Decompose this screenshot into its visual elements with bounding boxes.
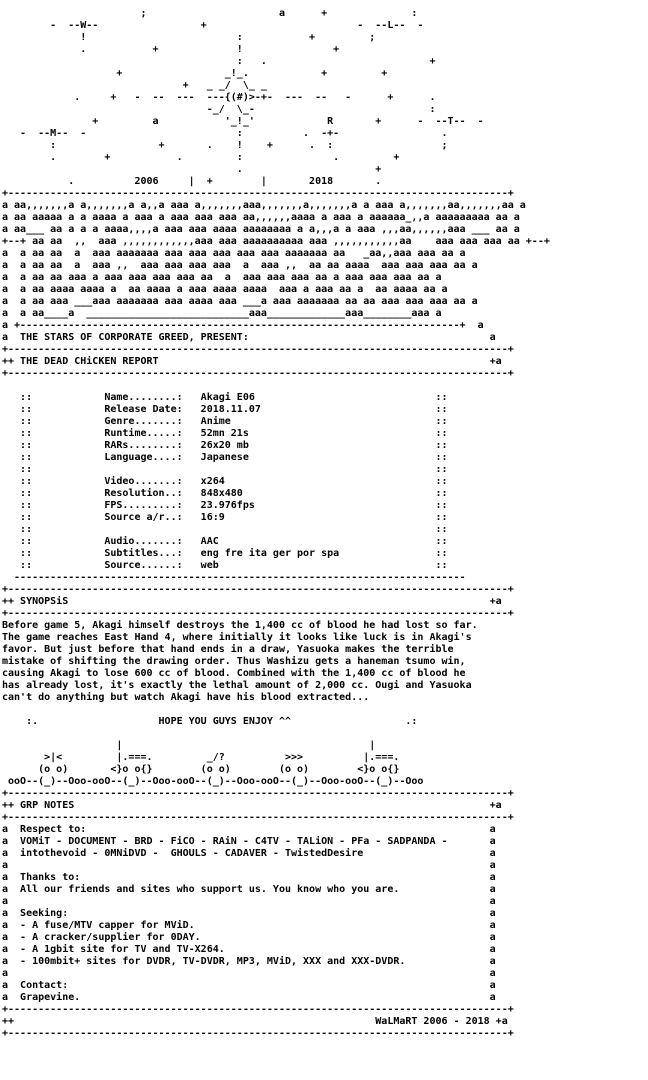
owls-ascii-art: | | >|< |.===. _/? >>> |.===. (o o) <}o o{} (o o) (o o) <}o o{} ooO--(_)--Ooo-ooO--(_)--Ooo-ooO--(_)--Ooo-ooO--(_)--Ooo-ooO--(_)--Ooo <box>8 740 424 787</box>
grp-notes-header: +-----------------------------------------------------------------------------------+ ++ GRP NOTES +a +-----------------------------------------------------------------------------------+ <box>2 788 514 823</box>
grp-notes-text: a Respect to: a a VOMiT - DOCUMENT - BRD - FiCO - RAiN - C4TV - TALiON - PFa - SADPANDA - a a intothevoid - 0MNiDVD - GHOULS - CADAVER - TwistedDesire a a a a Thanks to: a a All our friends and sites who support us. You know who you are. a a a a Seeking: a a - A fuse/MTV capper for MViD. a a - A cracker/supplier for 0DAY. a a - A 1gbit site for TV and TV-X264. a a - 100mbit+ sites for DVDR, TV-DVDR, MP3, MViD, XXX and XXX-DVDR. a a a a Contact: a a Grapevine. a +-----------------------------------------------------------------------------------+ ++ WaLMaRT 2006 - 2018 +a +-----------------------------------------------------------------------------------+ <box>2 824 514 1039</box>
synopsis-text: Before game 5, Akagi himself destroys the 1,400 cc of blood he had lost so far. The game reaches East Hand 4, where initially it looks like luck is in Akagi's favor. But just before that hand ends in a draw, Yasuoka makes the terrible mistake of shifting the drawing order. Thus Washizu gets a haneman tsumo win, causing Akagi to lose 600 cc of blood. Combined with the 1,400 cc of blood he has already lost, it's exactly the lethal amount of 2,000 cc. Ougi and Yasuoka can't do anything but watch Akagi have his blood extracted... <box>2 620 478 703</box>
enjoy-line: :. HOPE YOU GUYS ENJOY ^^ .: <box>2 716 418 727</box>
synopsis-header: +-----------------------------------------------------------------------------------+ ++ SYNOPSiS +a +-----------------------------------------------------------------------------------+ <box>2 584 514 619</box>
banner-ascii-art: +-----------------------------------------------------------------------------------+ a aa,,,,,,,a a,,,,,,,a a,,a aaa a,,,,,,,aaa,,,,,,,a,,,,,,,a a aaa a,,,,,,,aa,,,,,,,aa a a aa aaaaa a a aaaa a aaa a aaa aaa aaa aa,,,,,,aaaa a aaa a aaaaaa_,,a aaaaaaaaa aa a a aa___ aa a a a aaaa,,,,a aaa aaa aaaa aaaaaaaa a a,,,a a aaa ,,,aa,,,,,,aaa ___ aa a +--+ aa aa ,, aaa ,,,,,,,,,,,,aaa aaa aaaaaaaaaa aaa ,,,,,,,,,,,aa aaa aaa aaa aa +--+ a a aa aa a aaa aaaaaaa aaa aaa aaa aaa aaa aaaaaaa aa _aa,,aaa aaa aa a a a aa aa a aaa ,, aaa aaa aaa aaa a aaa ,, aa aa aaaa aaa aaa aaa aa a a a aa aa aaa a aaa aaa aaa aaa aa a aaa aaa aaa aa a aaa aaa aaa aa a a a aa aaaa aaaa a aa aaaa a aaa aaaa aaaa aaa a aaa aa a aa aaaa aa a a a aa aaa ___aaa aaaaaaa aaa aaaa aaa ___a aaa aaaaaaa aa aa aaa aaa aaa aa a a a aa____a ___________________________aaa_____________aaa________aaa a a +-------------------------------------------------------------------------+ a a THE STARS OF CORPORATE GREED, PRESENT: a +-----------------------------------------------------------------------------------+ ++ THE DEAD CHiCKEN REPORT +a +-----------------------------------------------------------------------------------+ <box>2 188 550 379</box>
header-ascii-art: ; a + : - --W-- + - --L-- - ! : + ; . + ! + : . + + _!_. + + + _ _/ \_ _ . + - -- --- ---{(#)>-+- --- -- - + . -_/ \_- : + a '_!_' R + - --T-- - - --M-- - : . -+- . : + . ! + . : ; . + . : . + . + . 2006 | + | 2018 . <box>20 8 484 187</box>
spacer <box>2 728 646 740</box>
release-info-block: :: Name........: Akagi E06 :: :: Release Date: 2018.11.07 :: :: Genre.......: Anime :: :: Runtime.....: 52mn 21s :: :: RARs........: 26x20 mb :: :: Language....: Japanese :: :: :: :: Video.......: x264 :: :: Resolution..: 848x480 :: :: FPS.........: 23.976fps :: :: Source a/r..: 16:9 :: :: :: :: Audio.......: AAC :: :: Subtitles...: eng fre ita ger por spa :: :: Source......: web :: --------------------------------------------------------------------------- <box>14 392 466 583</box>
spacer <box>2 380 646 392</box>
nfo-document <box>2 8 646 1040</box>
spacer <box>2 704 646 716</box>
